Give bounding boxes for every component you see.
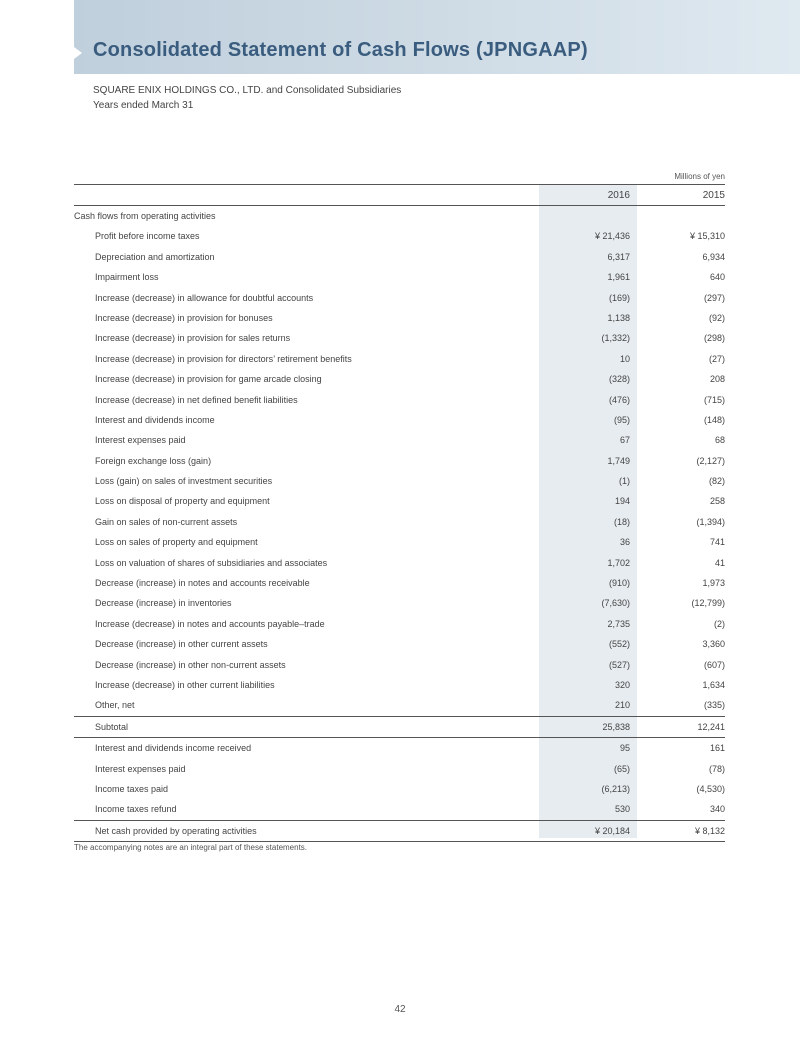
table-row [74, 267, 725, 287]
net-cash-row [74, 820, 725, 842]
row-label: Interest and dividends income received [95, 743, 252, 754]
value-2016: (169) [608, 292, 630, 303]
table-row [74, 655, 725, 675]
value-2015: (12,799) [691, 598, 725, 609]
row-label: Increase (decrease) in provision for directors’ retirement benefits [95, 353, 352, 364]
table-row [74, 369, 725, 389]
row-label: Increase (decrease) in allowance for doubtful accounts [95, 292, 314, 303]
row-label: Foreign exchange loss (gain) [95, 455, 212, 466]
table-row [74, 430, 725, 450]
value-2015: (2,127) [696, 455, 725, 466]
row-label: Loss on sales of property and equipment [95, 537, 258, 548]
value-2016: 320 [614, 679, 630, 690]
value-2015: 161 [709, 743, 725, 754]
table-row [74, 349, 725, 369]
value-2015: 741 [709, 537, 725, 548]
row-label: Increase (decrease) in notes and accounts payable–trade [95, 618, 325, 629]
header-band [74, 0, 800, 74]
value-2015: (1,394) [696, 516, 725, 527]
value-2016: 1,138 [607, 312, 630, 323]
value-2015: 340 [709, 804, 725, 815]
table-row [74, 738, 725, 758]
row-label: Income taxes refund [95, 804, 177, 815]
value-2016: 10 [619, 353, 630, 364]
header-arrow-icon [74, 47, 82, 59]
row-label: Subtotal [95, 721, 129, 732]
value-2015: 1,634 [702, 679, 725, 690]
value-2016: (1,332) [601, 333, 630, 344]
value-2016: (910) [608, 578, 630, 589]
table-row [74, 226, 725, 246]
row-label: Increase (decrease) in provision for bonuses [95, 312, 273, 323]
table-row [74, 328, 725, 348]
value-2015: 6,934 [702, 251, 725, 262]
value-2016: 36 [619, 537, 630, 548]
row-label: Impairment loss [95, 272, 159, 283]
row-label: Increase (decrease) in net defined benefit liabilities [95, 394, 298, 405]
column-header-2015: 2015 [702, 190, 725, 201]
column-header-2016: 2016 [607, 190, 630, 201]
table-row [74, 288, 725, 308]
page-number: 42 [394, 1004, 406, 1015]
table-row [74, 410, 725, 430]
value-2015: ¥ 8,132 [694, 825, 725, 836]
value-2016: 530 [614, 804, 630, 815]
value-2016: (18) [613, 516, 630, 527]
value-2015: 1,973 [702, 578, 725, 589]
table-row [74, 471, 725, 491]
row-label: Other, net [95, 700, 135, 711]
value-2015: (607) [703, 659, 725, 670]
company-subtitle: SQUARE ENIX HOLDINGS CO., LTD. and Consolidated Subsidiaries [93, 85, 402, 96]
value-2016: (476) [608, 394, 630, 405]
row-label: Loss (gain) on sales of investment securities [95, 476, 273, 487]
value-2015: ¥ 15,310 [689, 231, 725, 242]
row-label: Loss on valuation of shares of subsidiaries and associates [95, 557, 328, 568]
footnote: The accompanying notes are an integral part of these statements. [74, 843, 308, 852]
table-row [74, 799, 725, 819]
value-2015: (92) [708, 312, 725, 323]
section-title: Cash flows from operating activities [74, 211, 216, 221]
row-label: Profit before income taxes [95, 231, 200, 242]
table-row [74, 512, 725, 532]
value-2016: (1) [619, 476, 630, 487]
row-label: Income taxes paid [95, 783, 169, 794]
page-title: Consolidated Statement of Cash Flows (JPNGAAP) [93, 39, 588, 61]
value-2015: 12,241 [697, 721, 725, 732]
value-2016: (328) [608, 374, 630, 385]
table-row [74, 614, 725, 634]
table-row [74, 573, 725, 593]
table-row [74, 759, 725, 779]
subtotal-row [74, 716, 725, 737]
value-2015: (2) [714, 618, 725, 629]
table-row [74, 451, 725, 471]
value-2016: 2,735 [607, 618, 630, 629]
value-2015: 41 [714, 557, 725, 568]
value-2015: 640 [709, 272, 725, 283]
row-label: Increase (decrease) in provision for sales returns [95, 333, 291, 344]
table-row [74, 390, 725, 410]
cash-flow-table [74, 184, 725, 842]
value-2016: ¥ 20,184 [594, 825, 630, 836]
row-label: Loss on disposal of property and equipment [95, 496, 270, 507]
value-2015: 3,360 [702, 639, 725, 650]
value-2015: 68 [714, 435, 725, 446]
value-2016: 6,317 [607, 251, 630, 262]
row-label: Increase (decrease) in provision for game arcade closing [95, 374, 322, 385]
value-2015: (715) [703, 394, 725, 405]
row-label: Interest and dividends income [95, 414, 215, 425]
value-2016: 25,838 [602, 721, 630, 732]
value-2016: (65) [613, 763, 630, 774]
value-2015: (148) [703, 414, 725, 425]
section-title-row [74, 206, 725, 226]
table-row [74, 593, 725, 613]
table-row [74, 553, 725, 573]
row-label: Interest expenses paid [95, 763, 186, 774]
value-2015: (82) [708, 476, 725, 487]
value-2015: 258 [709, 496, 725, 507]
table-row [74, 779, 725, 799]
row-label: Gain on sales of non-current assets [95, 516, 238, 527]
table-row [74, 695, 725, 715]
row-label: Increase (decrease) in other current liabilities [95, 679, 275, 690]
row-label: Depreciation and amortization [95, 251, 215, 262]
value-2015: (4,530) [696, 783, 725, 794]
value-2015: (27) [708, 353, 725, 364]
row-label: Decrease (increase) in other non-current assets [95, 659, 286, 670]
unit-note: Millions of yen [674, 172, 725, 181]
value-2016: (95) [613, 414, 630, 425]
period-subtitle: Years ended March 31 [93, 100, 194, 111]
value-2015: 208 [709, 374, 725, 385]
value-2016: (552) [608, 639, 630, 650]
table-row [74, 491, 725, 511]
table-row [74, 675, 725, 695]
value-2015: (335) [703, 700, 725, 711]
value-2016: 1,749 [607, 455, 630, 466]
value-2016: (6,213) [601, 783, 630, 794]
value-2016: (527) [608, 659, 630, 670]
table-row [74, 308, 725, 328]
row-label: Decrease (increase) in notes and accounts receivable [95, 578, 310, 589]
table-row [74, 247, 725, 267]
table-header-row [74, 185, 725, 206]
value-2015: (298) [703, 333, 725, 344]
value-2016: 194 [614, 496, 630, 507]
value-2015: (297) [703, 292, 725, 303]
value-2016: 95 [619, 743, 630, 754]
row-label: Interest expenses paid [95, 435, 186, 446]
value-2016: 1,961 [607, 272, 630, 283]
value-2016: (7,630) [601, 598, 630, 609]
value-2016: 1,702 [607, 557, 630, 568]
value-2016: ¥ 21,436 [594, 231, 630, 242]
row-label: Net cash provided by operating activities [95, 825, 257, 836]
value-2015: (78) [708, 763, 725, 774]
row-label: Decrease (increase) in inventories [95, 598, 232, 609]
row-label: Decrease (increase) in other current assets [95, 639, 268, 650]
value-2016: 67 [619, 435, 630, 446]
table-row [74, 532, 725, 552]
value-2016: 210 [614, 700, 630, 711]
table-row [74, 634, 725, 654]
